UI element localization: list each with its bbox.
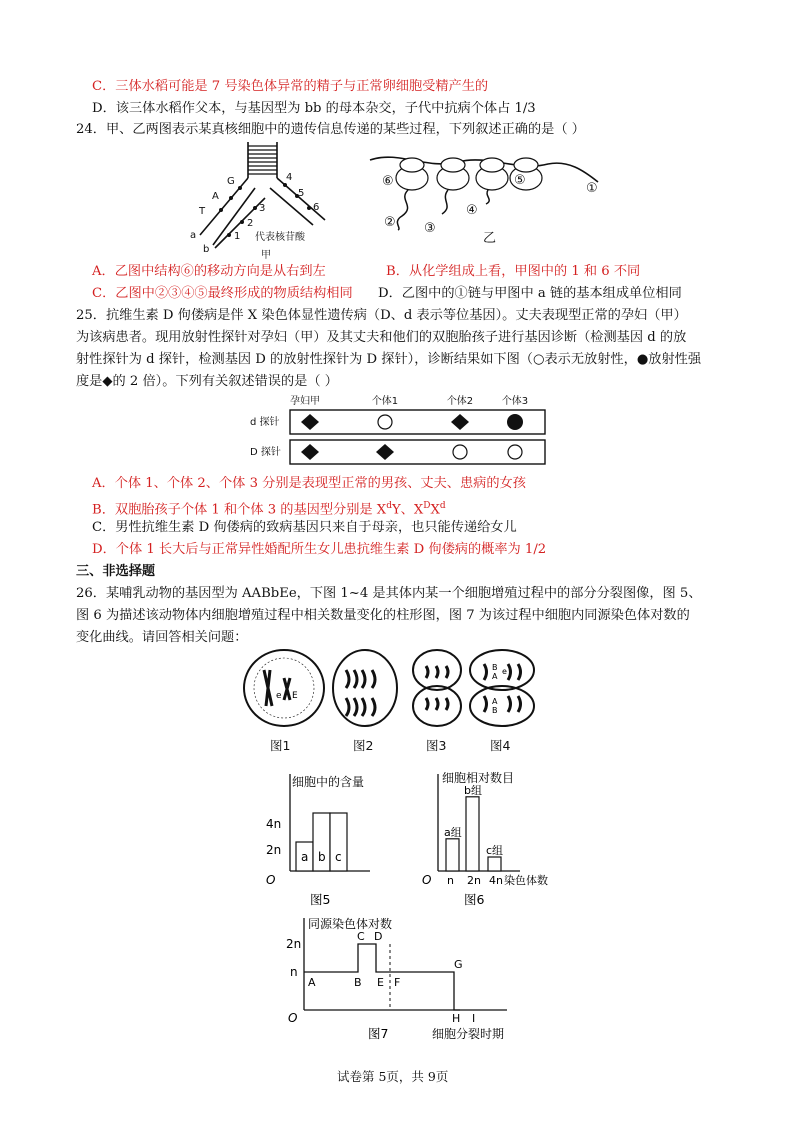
fig5-ytick-4n: 4n <box>266 817 282 831</box>
fig24-caption-yi: 乙 <box>483 231 497 246</box>
fig25-mark-1-0 <box>301 444 319 460</box>
fig7-ytick-2n: 2n <box>286 937 302 951</box>
fig25-mark-0-1 <box>378 415 392 429</box>
fig7-chart <box>282 912 522 1052</box>
fig7-pt-H: H <box>452 1012 461 1025</box>
q24-option-d: D．乙图中的①链与甲图中 a 链的基本组成单位相同 <box>378 286 682 301</box>
q25-stem-3: 射性探针为 d 探针，检测基因 D 的放射性探针为 D 探针），诊断结果如下图（○表示无放射性，●放射性强 <box>76 352 702 367</box>
cell-fig3 <box>413 650 461 726</box>
fig6-origin: O <box>422 873 432 887</box>
fig6-bar-n <box>446 839 459 871</box>
fig25-mark-1-1 <box>376 444 394 460</box>
cell4-gene-B: B <box>492 663 498 672</box>
q24-option-b: B．从化学组成上看，甲图中的 1 和 6 不同 <box>386 264 641 279</box>
fig24-label-3: 3 <box>259 203 266 214</box>
fig25-mark-1-3 <box>508 445 522 459</box>
fig24-label-2: 2 <box>247 218 254 229</box>
fig6-chart <box>420 766 570 916</box>
q23-option-c: C．三体水稻可能是 7 号染色体异常的精子与正常卵细胞受精产生的 <box>92 79 489 94</box>
fig24-label-g: G <box>227 176 235 187</box>
fig25-probe-chart <box>250 392 550 470</box>
fig24-note: 代表核苷酸 <box>255 232 305 243</box>
fig5-ytick-2n: 2n <box>266 843 282 857</box>
fig7-ytick-n: n <box>290 965 298 979</box>
fig7-xlabel: 细胞分裂时期 <box>432 1027 505 1041</box>
fig6-ylabel: 细胞相对数目 <box>442 771 515 785</box>
fig1-caption: 图1 <box>270 738 291 753</box>
fig5-caption: 图5 <box>310 892 331 907</box>
fig25-mark-0-3 <box>507 414 523 430</box>
cell1-gene-e: e <box>276 691 282 701</box>
fig6-bar-2n <box>466 797 479 871</box>
fig5-bar-label-b: b <box>318 850 326 864</box>
fig24-label-a: A <box>212 191 219 202</box>
fig24-label-6: 6 <box>313 202 320 213</box>
q25-option-c: C．男性抗维生素 D 佝偻病的致病基因只来自于母亲，也只能传递给女儿 <box>92 520 517 535</box>
fig6-xtick-4n: 4n <box>489 874 503 887</box>
fig7-caption: 图7 <box>368 1026 389 1041</box>
fig3-caption: 图3 <box>426 738 447 753</box>
q26-stem-2: 图 6 为描述该动物体内细胞增殖过程中相关数量变化的柱形图，图 7 为该过程中细胞内同源染色体对数的 <box>76 608 690 623</box>
fig5-ylabel: 细胞中的含量 <box>292 775 365 789</box>
fig7-pt-F: F <box>394 976 401 989</box>
fig6-xtick-2n: 2n <box>467 874 481 887</box>
cell-fig4 <box>470 650 534 726</box>
fig25-row-label-d: d 探针 <box>250 417 280 428</box>
q25-stem-4: 度是◆的 2 倍）。下列有关叙述错误的是（ ） <box>76 374 338 389</box>
q23-option-d: D．该三体水稻作父本，与基因型为 bb 的母本杂交，子代中抗病个体占 1/3 <box>92 101 536 116</box>
fig24-yi-4: ④ <box>466 203 478 218</box>
q24-option-c: C．乙图中②③④⑤最终形成的物质结构相同 <box>92 286 353 301</box>
fig25-mark-0-0 <box>301 414 319 430</box>
page-footer: 试卷第 5页，共 9页 <box>337 1069 449 1084</box>
fig24-yi-6: ⑥ <box>382 174 394 189</box>
q25-option-a: A．个体 1、个体 2、个体 3 分别是表现型正常的男孩、丈夫、患病的女孩 <box>92 476 526 491</box>
fig6-caption: 图6 <box>464 892 485 907</box>
fig24-label-1: 1 <box>234 231 241 242</box>
fig24-yi-1: ① <box>586 181 598 196</box>
fig7-pt-C: C <box>357 930 365 943</box>
fig25-header-3: 个体3 <box>501 396 529 407</box>
cell1-gene-E: E <box>292 691 298 701</box>
fig24-label-t: T <box>199 206 206 217</box>
cell4-gene-B2: B <box>492 706 498 715</box>
fig5-origin: O <box>266 873 276 887</box>
fig7-pt-D: D <box>374 930 383 943</box>
fig7-ylabel: 同源染色体对数 <box>308 917 393 931</box>
fig24-jia <box>185 140 345 264</box>
fig24-yi-3: ③ <box>424 221 436 236</box>
cell4-gene-A: A <box>492 672 498 681</box>
cell4-gene-e: e <box>502 667 507 676</box>
fig2-caption: 图2 <box>353 738 374 753</box>
fig7-pt-G: G <box>454 958 463 971</box>
q26-stem-1: 26．某哺乳动物的基因型为 AABbEe，下图 1~4 是其体内某一个细胞增殖过程中的部分分裂图像，图 5、 <box>76 586 702 601</box>
fig6-xtick-n: n <box>447 874 454 887</box>
fig6-bar-label-2: c组 <box>486 844 504 857</box>
fig25-header-0: 孕妇甲 <box>290 396 320 407</box>
q26-stem-3: 变化曲线。请回答相关问题： <box>76 630 248 645</box>
fig25-mark-0-2 <box>451 414 469 430</box>
q25-stem-1: 25．抗维生素 D 佝偻病是伴 X 染色体显性遗传病（D、d 表示等位基因）。丈夫表现型正常的孕妇（甲） <box>76 308 687 323</box>
fig25-header-2: 个体2 <box>446 396 474 407</box>
fig24-label-5: 5 <box>298 188 305 199</box>
q24-option-a: A．乙图中结构⑥的移动方向是从右到左 <box>92 264 326 279</box>
fig26-cells <box>240 648 550 758</box>
fig24-caption-jia: 甲 <box>261 250 271 261</box>
fig7-pt-A: A <box>308 976 316 989</box>
q25-option-d: D．个体 1 长大后与正常异性婚配所生女儿患抗维生素 D 佝偻病的概率为 1/2 <box>92 542 547 557</box>
fig25-mark-1-2 <box>453 445 467 459</box>
section-3-heading: 三、非选择题 <box>76 564 156 579</box>
fig25-row-label-D: D 探针 <box>250 447 281 458</box>
cell4-gene-A2: A <box>492 697 498 706</box>
q24-stem: 24．甲、乙两图表示某真核细胞中的遗传信息传递的某些过程，下列叙述正确的是（ ） <box>76 122 585 137</box>
fig7-pt-B: B <box>354 976 362 989</box>
fig24-yi-2: ② <box>384 215 396 230</box>
fig7-pt-I: I <box>472 1012 476 1025</box>
fig4-caption: 图4 <box>490 738 511 753</box>
fig24-label-4: 4 <box>286 172 293 183</box>
cell-fig2 <box>333 650 397 726</box>
fig7-origin: O <box>288 1011 298 1025</box>
q25-stem-2: 为该病患者。现用放射性探针对孕妇（甲）及其丈夫和他们的双胞胎孩子进行基因诊断（检测基因 d 的放 <box>76 330 687 345</box>
cell-fig1 <box>244 650 324 726</box>
fig24-yi <box>368 148 618 248</box>
fig6-bar-4n <box>488 857 501 871</box>
fig6-bar-label-0: a组 <box>444 825 462 839</box>
fig25-header-1: 个体1 <box>371 396 399 407</box>
fig6-xlabel: 染色体数 <box>504 874 548 887</box>
fig6-bar-label-1: b组 <box>464 783 482 797</box>
fig5-bar-label-a: a <box>301 850 309 864</box>
fig5-chart <box>260 766 380 916</box>
q25-option-b: B．双胞胎孩子个体 1 和个体 3 的基因型分别是 $X^dY$、$X^DX^d$ <box>92 501 446 518</box>
fig5-bar-label-c: c <box>335 850 342 864</box>
fig24-yi-5: ⑤ <box>514 173 526 188</box>
fig24-strand-b: b <box>203 244 210 255</box>
fig24-strand-a: a <box>190 230 197 241</box>
fig7-pt-E: E <box>377 976 384 989</box>
